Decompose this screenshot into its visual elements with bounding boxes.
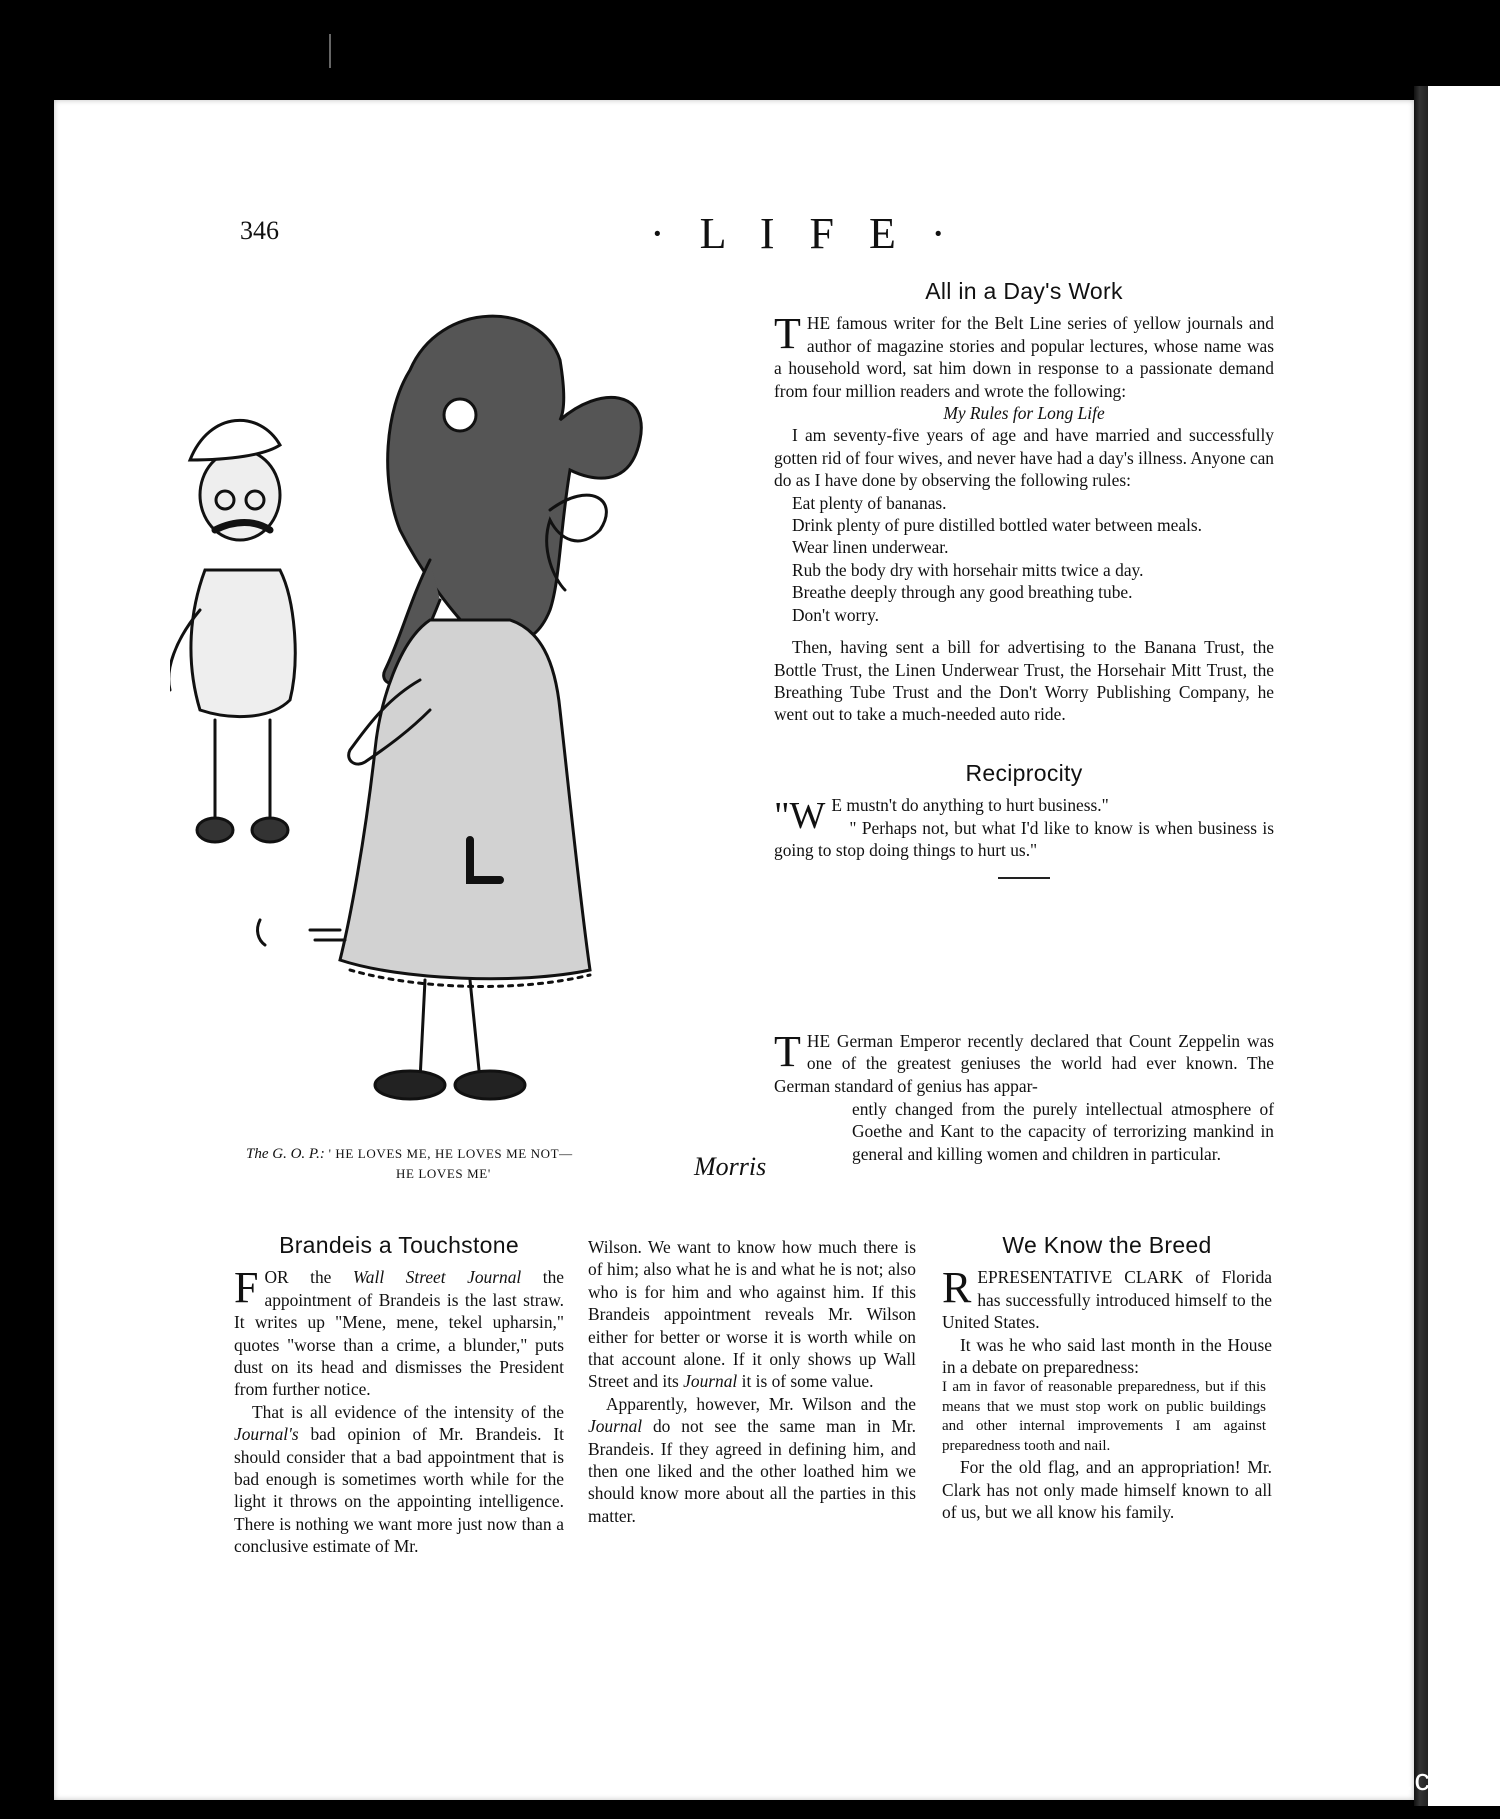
scan-mark xyxy=(329,34,331,68)
article-title-breed: We Know the Breed xyxy=(1002,1232,1212,1258)
cartoon-illustration xyxy=(170,280,740,1110)
doll-legs xyxy=(215,720,270,820)
brandeis-text: That is all evidence of the intensity of the xyxy=(252,1401,564,1422)
breed-column xyxy=(942,1234,1272,1524)
brandeis-text-italic: Wall Street Journal xyxy=(352,1267,522,1288)
cartoon-caption xyxy=(246,1146,573,1163)
rules-list xyxy=(774,492,1274,626)
drop-cap: T xyxy=(774,309,801,359)
right-upper-column xyxy=(774,280,1274,909)
days-work-intro: HE famous writer for the Belt Line series of yellow journals and author of magazine stories and popular lectures, whose name was a household word, sat him down in response to a passionate demand from four million readers and wrote the following: xyxy=(774,313,1274,401)
breed-text: For the old flag, and an appropriation! Mr. Clark has not only made himself known to all of us, but we all know his family. xyxy=(942,1457,1272,1523)
binding-spine xyxy=(1414,86,1428,1806)
watermark: comicbooks.com xyxy=(1231,1762,1476,1797)
rule-item: Drink plenty of pure distilled bottled water between meals. xyxy=(792,515,1203,536)
rule-item: Rub the body dry with horsehair mitts twice a day. xyxy=(792,559,1144,580)
brandeis-column-1 xyxy=(234,1234,564,1558)
rule-item: Eat plenty of bananas. xyxy=(792,492,947,513)
caption-line-1: ' HE LOVES ME, HE LOVES ME NOT— xyxy=(328,1146,573,1161)
elephant-eye xyxy=(444,399,476,431)
brandeis-text-italic: Journal xyxy=(683,1371,738,1392)
left-shoe xyxy=(375,1071,445,1099)
masthead: · L I F E · xyxy=(650,209,958,258)
rule-item: Don't worry. xyxy=(792,604,880,625)
girl-dress xyxy=(340,620,590,979)
doll-hat xyxy=(190,420,280,460)
emperor-text-2: ently changed from the purely intellectual atmosphere of Goethe and Kant to the capacity of terrorizing mankind in general and killing women and children in particular. xyxy=(852,1099,1274,1164)
brandeis-text: it is of some value. xyxy=(737,1371,874,1392)
caption-prefix: The G. O. P.: xyxy=(246,1146,325,1162)
brandeis-column-2 xyxy=(588,1236,916,1527)
drop-cap: R xyxy=(942,1263,972,1313)
article-title-days-work: All in a Day's Work xyxy=(925,278,1123,304)
breed-text: EPRESENTATIVE CLARK of Florida has successfully introduced himself to the United States. xyxy=(942,1267,1272,1333)
rule-item: Wear linen underwear. xyxy=(792,537,949,558)
rule-item: Breathe deeply through any good breathing tube. xyxy=(792,582,1133,603)
reciprocity-line-1: E mustn't do anything to hurt business." xyxy=(831,795,1109,816)
caption-line-2: HE LOVES ME' xyxy=(396,1166,491,1181)
brandeis-text-italic: Journal's xyxy=(234,1424,299,1445)
brandeis-text-italic: Journal xyxy=(588,1416,643,1437)
article-title-brandeis: Brandeis a Touchstone xyxy=(279,1232,519,1258)
doll-body xyxy=(191,570,295,717)
brandeis-text: OR the xyxy=(264,1267,353,1288)
emperor-text-1: HE German Emperor recently declared that Count Zeppelin was one of the greatest geniuses the world had ever known. The German standard of genius has appar- xyxy=(774,1031,1274,1096)
breed-text: It was he who said last month in the House in a debate on preparedness: xyxy=(942,1334,1272,1378)
artist-signature: Morris xyxy=(694,1152,767,1181)
reciprocity-line-2: " Perhaps not, but what I'd like to know is when business is going to stop doing things to hurt us." xyxy=(774,817,1274,860)
page-number: 346 xyxy=(240,216,279,245)
brandeis-text: do not see the same man in Mr. Brandeis. If they agreed in defining him, and then one liked and the other loathed him we should know more about all the parties in this matter. xyxy=(588,1416,916,1526)
brandeis-text: the appointment of Brandeis is the last straw. It writes up "Mene, mene, tekel upharsin," quotes "worse than a crime, a blunder," puts dust on its head and dismisses the President from further notice. xyxy=(234,1267,564,1400)
drop-cap: F xyxy=(234,1263,259,1313)
ground-marks xyxy=(258,920,345,945)
brandeis-text: bad opinion of Mr. Brandeis. It should consider that a bad appointment that is bad enough is sometimes worth while for the light it throws on the appointing intelligence. There is nothing we want more just now than a conclusive estimate of Mr. xyxy=(234,1424,564,1557)
rules-subhead: My Rules for Long Life xyxy=(943,403,1105,424)
brandeis-text: Wilson. We want to know how much there is of him; also what he is and what he is not; also who is for him and who against him. If this Brandeis appointment reveals Mr. Wilson either for better or worse it is worth while on that account alone. If it only shows up Wall Street and its xyxy=(588,1237,916,1392)
days-work-closing: Then, having sent a bill for advertising to the Banana Trust, the Bottle Trust, the Linen Underwear Trust, the Horsehair Mitt Trust, the Breathing Tube Trust and the Don't Worry Publishing Company, he went out to take a much-needed auto ride. xyxy=(774,637,1274,725)
article-title-reciprocity: Reciprocity xyxy=(965,759,1083,786)
breed-quote: I am in favor of reasonable preparedness, but if this means that we must stop work on public buildings and other internal improvements I am against preparedness tooth and nail. xyxy=(942,1379,1266,1454)
emperor-paragraph-top xyxy=(774,1027,1274,1097)
drop-cap: "W xyxy=(774,795,826,838)
drop-cap: T xyxy=(774,1027,801,1076)
section-divider xyxy=(998,877,1050,879)
emperor-paragraph-bottom xyxy=(852,1098,1274,1165)
right-shoe xyxy=(455,1071,525,1099)
brandeis-text: Apparently, however, Mr. Wilson and the xyxy=(606,1393,916,1414)
girl-legs xyxy=(420,980,480,1080)
rules-paragraph: I am seventy-five years of age and have married and successfully gotten rid of four wives, and never have had a day's illness. Anyone can do as I have done by observing the following rules: xyxy=(774,425,1274,491)
